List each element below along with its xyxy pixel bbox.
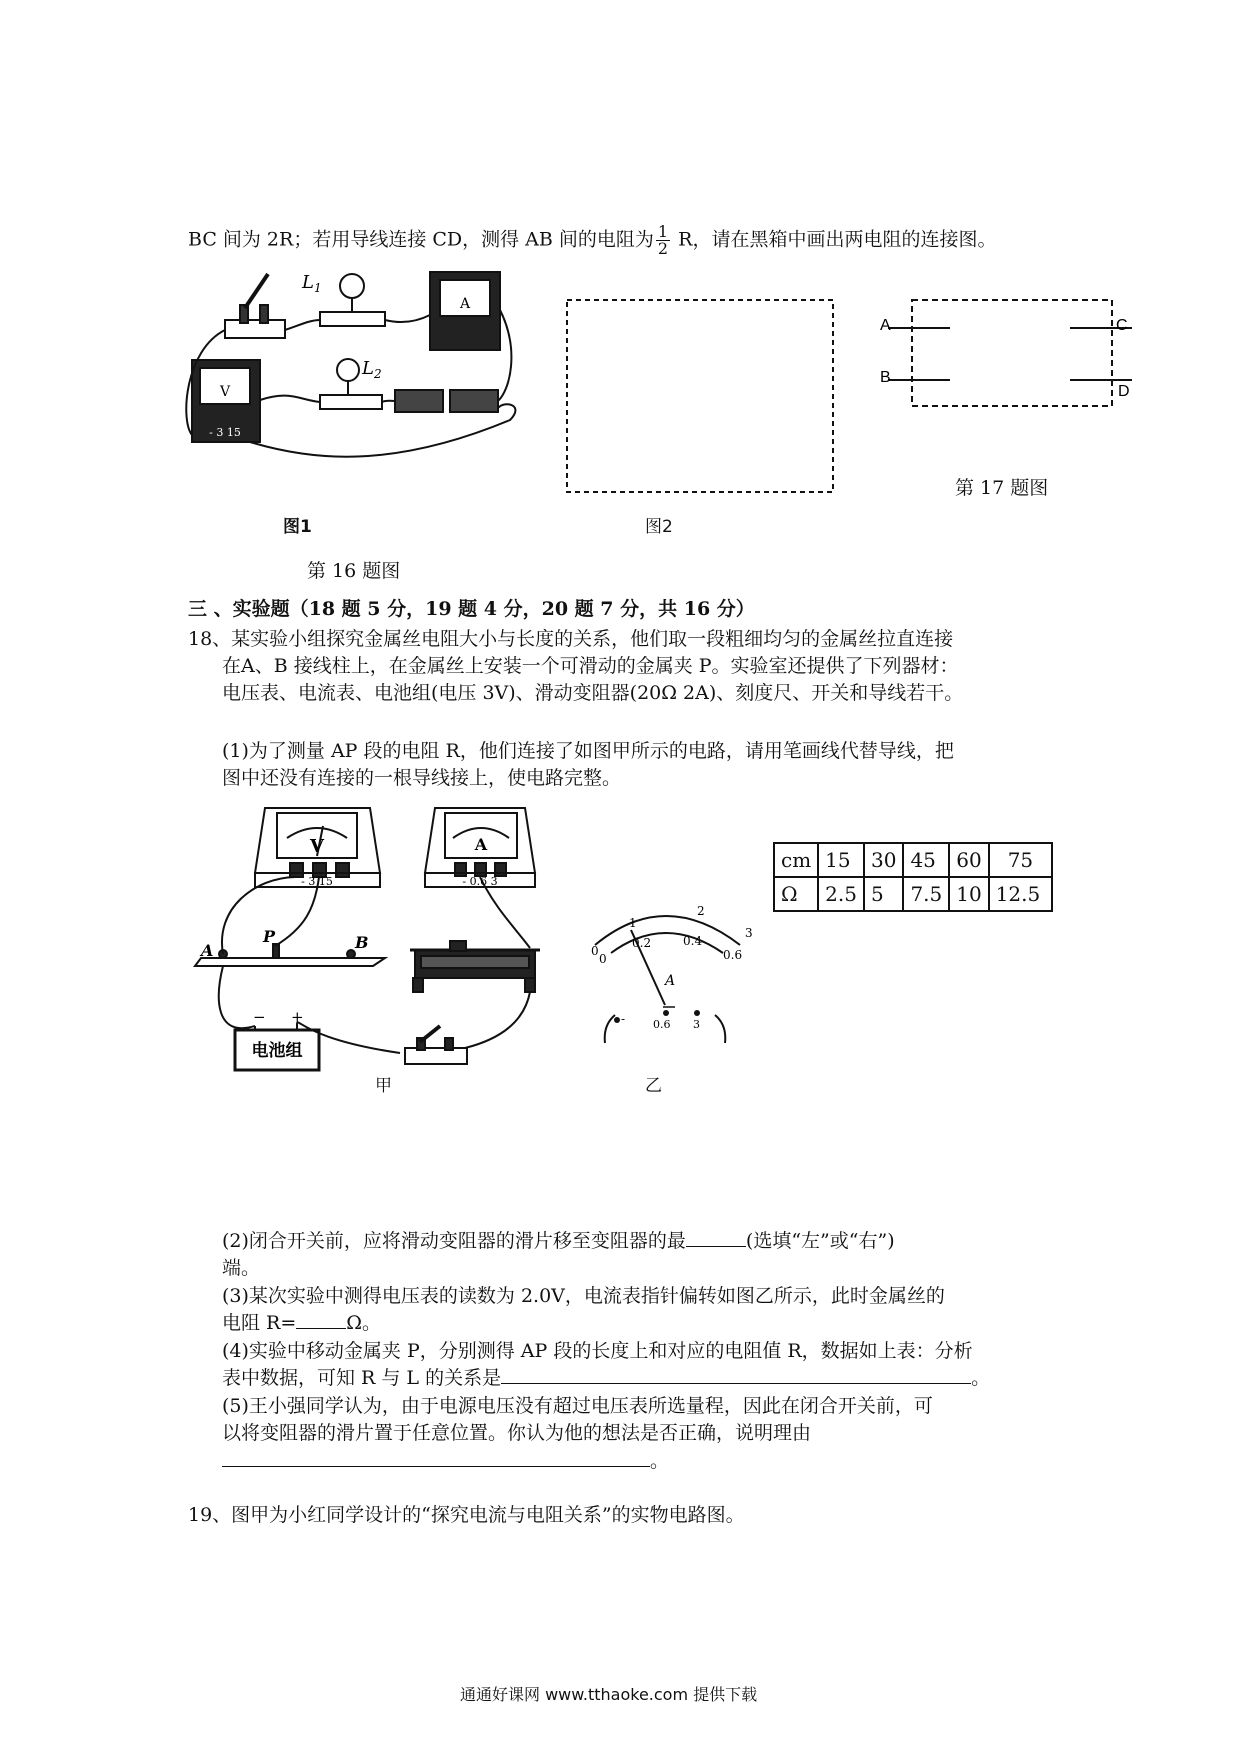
fig16-ammeter-label: A xyxy=(459,296,471,312)
dial-term-minus: - xyxy=(621,1012,626,1026)
table-cell: cm xyxy=(774,843,818,877)
fig18-yi-label: 乙 xyxy=(645,1076,662,1096)
fig16-fig1-label: 图1 xyxy=(283,517,312,537)
table-row xyxy=(774,877,1052,911)
fig18-voltmeter-label: V xyxy=(310,836,324,857)
fig16-voltmeter-label: V xyxy=(219,384,231,400)
fig17-label-b: B xyxy=(880,369,891,386)
fig18-label-b: B xyxy=(355,933,369,952)
answer-blank-p2[interactable] xyxy=(686,1228,746,1247)
fig18-battery-plus: + xyxy=(291,1008,304,1026)
q18-p4-line2: 表中数据，可知 R 与 L 的关系是 。 xyxy=(222,1367,991,1389)
table-cell: 12.5 xyxy=(989,877,1052,911)
q19-line1: 19、图甲为小红同学设计的“探究电流与电阻关系”的实物电路图。 xyxy=(188,1504,745,1526)
answer-blank-p5[interactable] xyxy=(222,1448,650,1467)
table-cell: Ω xyxy=(774,877,818,911)
table-cell: 5 xyxy=(864,877,903,911)
dial-bottom-02: 0.2 xyxy=(632,936,652,950)
fig17-label-c: C xyxy=(1116,317,1128,334)
q17-intro xyxy=(188,224,996,257)
table-cell: 60 xyxy=(949,843,988,877)
fig18-amm-terminals: - 0.6 3 xyxy=(462,875,498,888)
fig18-jia-label: 甲 xyxy=(375,1076,392,1096)
fig18-dial-yi xyxy=(565,895,765,1065)
fig18-circuit-jia xyxy=(195,798,555,1078)
table-cell: 15 xyxy=(818,843,864,877)
table-cell: 75 xyxy=(989,843,1052,877)
fig18-battery-label: 电池组 xyxy=(251,1041,303,1061)
fig16-l2: $L_2$ xyxy=(362,358,382,381)
dial-top-3: 3 xyxy=(745,926,753,940)
dial-term-3: 3 xyxy=(693,1018,700,1031)
q18-p4-line1: (4)实验中移动金属夹 P，分别测得 AP 段的长度上和对应的电阻值 R，数据如上表：分析 xyxy=(222,1340,973,1362)
dial-top-0: 0 xyxy=(591,944,599,958)
fig16-l1: $L_1$ xyxy=(302,272,322,295)
fig18-label-p: P xyxy=(263,927,276,946)
dial-bottom-04: 0.4 xyxy=(683,934,703,948)
data-table xyxy=(773,842,1053,912)
dial-unit: A xyxy=(665,973,676,989)
fig17-label-a: A xyxy=(880,317,891,334)
dial-top-2: 2 xyxy=(697,904,705,918)
dial-bottom-0: 0 xyxy=(599,952,607,966)
q18-line3: 电压表、电流表、电池组(电压 3V)、滑动变阻器(20Ω 2A)、刻度尺、开关和导线若干。 xyxy=(222,682,964,704)
fig18-label-a: A xyxy=(201,941,214,960)
dial-term-06: 0.6 xyxy=(653,1018,671,1031)
q18-p5-line2: 以将变阻器的滑片置于任意位置。你认为他的想法是否正确，说明理由 xyxy=(222,1422,812,1444)
section3-heading: 三 、实验题（18 题 5 分，19 题 4 分，20 题 7 分，共 16 分） xyxy=(188,598,755,620)
table-cell: 2.5 xyxy=(818,877,864,911)
answer-blank-p4[interactable] xyxy=(501,1365,971,1384)
table-cell: 30 xyxy=(864,843,903,877)
fig16-caption: 第 16 题图 xyxy=(307,560,401,582)
dial-top-1: 1 xyxy=(629,916,637,930)
q18-p2-line1: (2)闭合开关前，应将滑动变阻器的滑片移至变阻器的最 (选填“左”或“右”) xyxy=(222,1230,895,1252)
q18-p3-line1: (3)某次实验中测得电压表的读数为 2.0V，电流表指针偏转如图乙所示，此时金属丝的 xyxy=(222,1285,945,1307)
fig17-caption: 第 17 题图 xyxy=(955,477,1049,499)
fig17-black-box xyxy=(880,298,1200,438)
q18-p2-line2: 端。 xyxy=(222,1257,261,1279)
q18-p5-line1: (5)王小强同学认为，由于电源电压没有超过电压表所选量程，因此在闭合开关前，可 xyxy=(222,1395,933,1417)
table-cell: 45 xyxy=(903,843,949,877)
fig18-battery-minus: − xyxy=(253,1008,266,1026)
q18-p3-line2: 电阻 R= Ω。 xyxy=(222,1312,382,1334)
table-cell: 10 xyxy=(949,877,988,911)
dial-bottom-06: 0.6 xyxy=(723,948,743,962)
fraction-half: $\frac{1}{2}$ xyxy=(657,222,669,258)
answer-blank-p3[interactable] xyxy=(296,1310,346,1329)
fig18-ammeter-label: A xyxy=(474,835,488,854)
q18-line2: 在A、B 接线柱上，在金属丝上安装一个可滑动的金属夹 P。实验室还提供了下列器材： xyxy=(222,655,959,677)
table-cell: 7.5 xyxy=(903,877,949,911)
fig16-voltmeter-terminals: - 3 15 xyxy=(209,426,241,439)
q17-intro-after: R，请在黑箱中画出两电阻的连接图。 xyxy=(672,228,997,251)
q18-p5-line3: 。 xyxy=(222,1448,669,1474)
fig16-fig2-label: 图2 xyxy=(645,517,673,537)
fig17-label-d: D xyxy=(1118,383,1130,400)
q17-intro-before: BC 间为 2R；若用导线连接 CD，测得 AB 间的电阻为 xyxy=(188,228,654,251)
q18-p1-line1: (1)为了测量 AP 段的电阻 R，他们连接了如图甲所示的电路，请用笔画线代替导线，把 xyxy=(222,740,954,762)
fig16-dashed-box xyxy=(565,298,835,498)
fig18-volt-terminals: - 3 15 xyxy=(301,875,333,888)
table-row xyxy=(774,843,1052,877)
q18-line1: 18、某实验小组探究金属丝电阻大小与长度的关系，他们取一段粗细均匀的金属丝拉直连接 xyxy=(188,628,954,650)
q18-p1-line2: 图中还没有连接的一根导线接上，使电路完整。 xyxy=(222,767,622,789)
page-footer: 通通好课网 www.tthaoke.com 提供下载 xyxy=(460,1685,758,1704)
